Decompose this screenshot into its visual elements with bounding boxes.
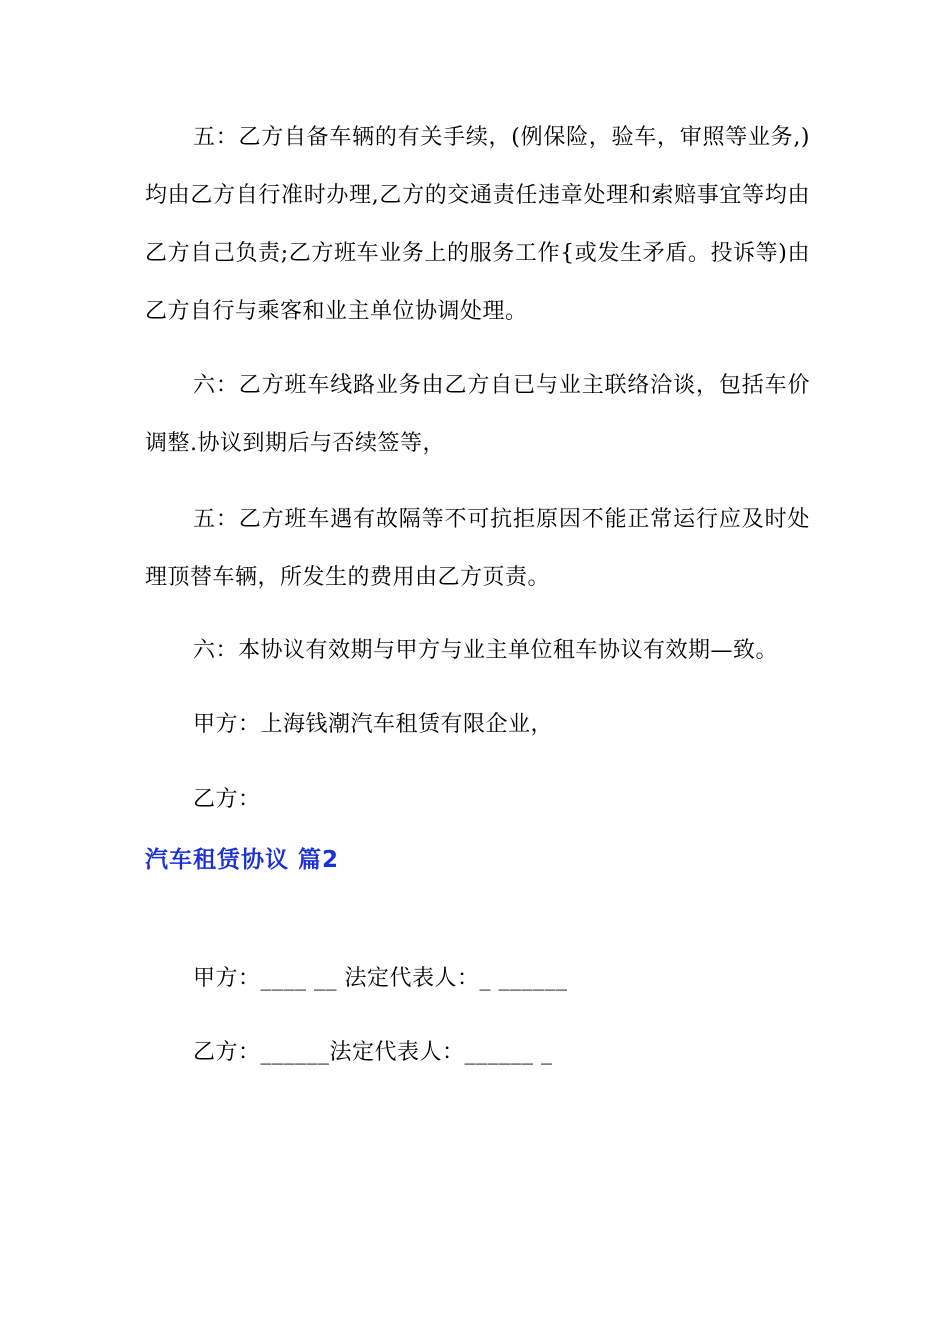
clause-paragraph-vehicle-procedures: 五：乙方自备车辆的有关手续，(例保险，验车，审照等业务,)均由乙方自行准时办理,乙方的交通责任违章处理和索赔事宜等均由乙方自己负责;乙方班车业务上的服务工作{或发生矛盾。投诉等)由乙方自行与乘客和业主单位协调处理。: [145, 125, 810, 324]
party-a-line: 甲方：上海钱潮汽车租赁有限企业，: [193, 712, 554, 737]
contract-party-a-line: 甲方：____ __ 法定代表人：_ ______: [193, 966, 568, 991]
clause-paragraph-route-negotiation: 六：乙方班车线路业务由乙方自已与业主联络洽谈，包括车价调整.协议到期后与否续签等，: [145, 373, 810, 456]
contract-party-b-line: 乙方：______法定代表人：______ _: [193, 1040, 553, 1065]
clause-term-line: 六：本协议有效期与甲方与业主单位租车协议有效期—致。: [193, 638, 779, 663]
section-heading: 汽车租赁协议 篇2: [145, 847, 340, 873]
party-b-line: 乙方：: [193, 787, 261, 812]
clause-paragraph-breakdown: 五：乙方班车遇有故隔等不可抗拒原因不能正常运行应及时处理顶替车辆，所发生的费用由乙方页责。: [145, 507, 810, 590]
